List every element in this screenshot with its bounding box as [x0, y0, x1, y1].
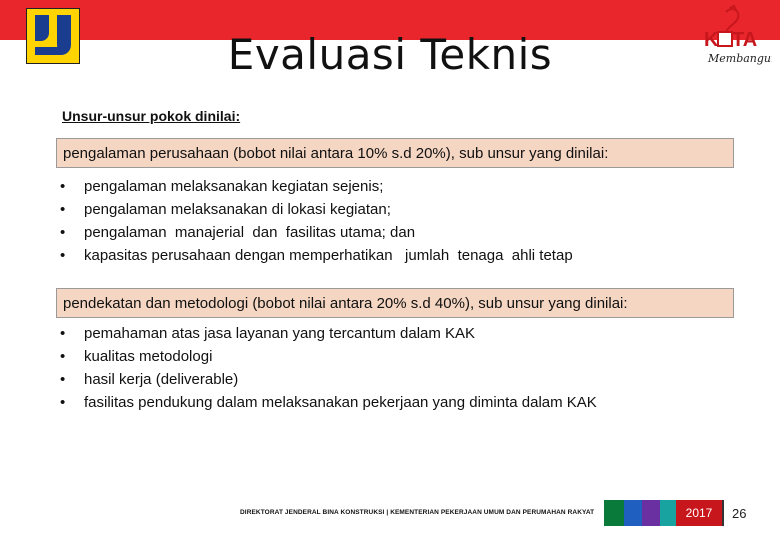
list-item-text: pemahaman atas jasa layanan yang tercantum dalam KAK — [84, 325, 476, 342]
section2-header: pendekatan dan metodologi (bobot nilai antara 20% s.d 40%), sub unsur yang dinilai: — [56, 288, 734, 318]
footer-year: 2017 — [676, 500, 724, 526]
section1-list — [56, 175, 573, 267]
footer-color-bar-purple — [642, 500, 660, 526]
list-item — [56, 198, 573, 221]
list-item-text: kapasitas perusahaan dengan memperhatikan jumlah tenaga ahli tetap — [84, 247, 573, 264]
logo-tagline: Membangun — [708, 52, 772, 65]
bullet: • — [60, 247, 66, 264]
list-item — [56, 368, 597, 391]
list-item — [56, 221, 573, 244]
bullet: • — [60, 394, 66, 411]
list-item-text: hasil kerja (deliverable) — [84, 371, 239, 388]
bullet: • — [60, 348, 66, 365]
list-item — [56, 244, 573, 267]
list-item-text: pengalaman melaksanakan kegiatan sejenis; — [84, 178, 384, 195]
footer-color-bar-green — [604, 500, 624, 526]
bullet: • — [60, 371, 66, 388]
list-item-text: pengalaman melaksanakan di lokasi kegiatan; — [84, 201, 391, 218]
section2-list — [56, 322, 597, 414]
slide-title: Evaluasi Teknis — [227, 30, 553, 79]
bullet: • — [60, 224, 66, 241]
list-item — [56, 345, 597, 368]
list-item-text: fasilitas pendukung dalam melaksanakan pekerjaan yang diminta dalam KAK — [84, 394, 597, 411]
svg-text:TA: TA — [732, 29, 758, 51]
list-item — [56, 175, 573, 198]
footer-color-bar-blue — [624, 500, 642, 526]
subheading: Unsur-unsur pokok dinilai: — [62, 108, 241, 124]
footer-text: DIREKTORAT JENDERAL BINA KONSTRUKSI | KEMENTERIAN PEKERJAAN UMUM DAN PERUMAHAN RAKYAT — [240, 509, 595, 516]
list-item-text: pengalaman manajerial dan fasilitas utama; dan — [84, 224, 416, 241]
bullet: • — [60, 178, 66, 195]
list-item-text: kualitas metodologi — [84, 348, 213, 365]
bullet: • — [60, 201, 66, 218]
bullet: • — [60, 325, 66, 342]
page-number: 26 — [732, 506, 747, 521]
list-item — [56, 391, 597, 414]
footer-color-bar-teal — [660, 500, 676, 526]
list-item — [56, 322, 597, 345]
svg-text:K: K — [704, 29, 719, 51]
section1-header: pengalaman perusahaan (bobot nilai antara 10% s.d 20%), sub unsur yang dinilai: — [56, 138, 734, 168]
